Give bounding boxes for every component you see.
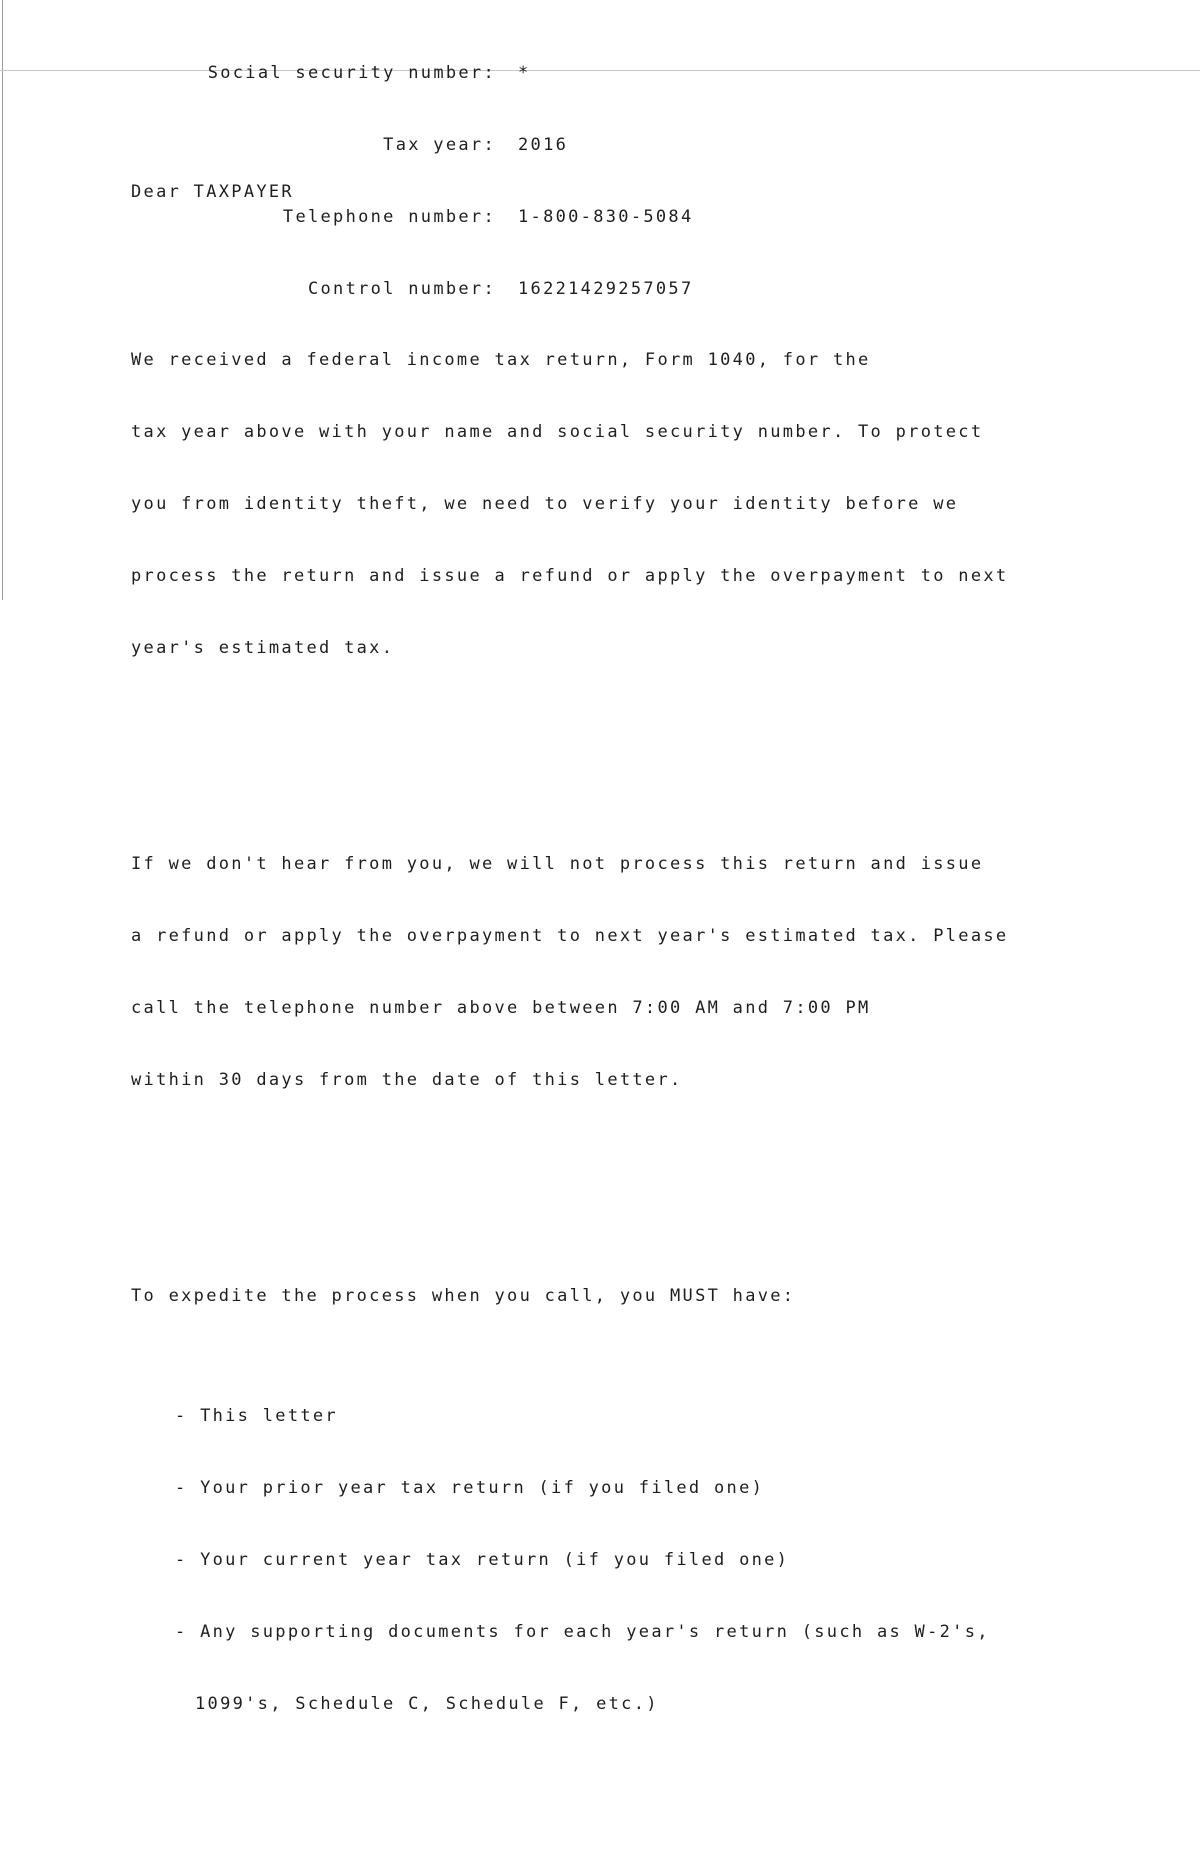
telephone-label: Telephone number: <box>282 207 496 227</box>
ssn-label: Social security number: <box>207 63 496 83</box>
list-intro: To expedite the process when you call, you MUST have: <box>131 1286 796 1306</box>
paragraph-line: process the return and issue a refund or apply the overpayment to next <box>131 566 1009 586</box>
paragraph-line: We received a federal income tax return, Form 1040, for the <box>131 350 871 370</box>
paragraph-line: call the telephone number above between 7:00 AM and 7:00 PM <box>131 998 871 1018</box>
paragraph-line: If we don't hear from you, we will not process this return and issue <box>131 854 984 874</box>
paragraph-verification <box>131 300 1191 708</box>
telephone-value: 1-800-830-5084 <box>518 207 694 227</box>
list-item: - Your prior year tax return (if you filed one) <box>175 1478 765 1498</box>
scan-edge-left <box>2 0 3 600</box>
letter-body <box>131 132 1191 1860</box>
paragraph-line: a refund or apply the overpayment to next year's estimated tax. Please <box>131 926 1009 946</box>
list-item: - Any supporting documents for each year's return (such as W-2's, <box>175 1622 990 1642</box>
list-item: - This letter <box>175 1406 338 1426</box>
paragraph-line: tax year above with your name and social security number. To protect <box>131 422 984 442</box>
list-item-continuation: 1099's, Schedule C, Schedule F, etc.) <box>195 1694 659 1714</box>
requirements-section <box>131 1236 1191 1812</box>
list-item: - Your current year tax return (if you filed one) <box>175 1550 790 1570</box>
tax-year-label: Tax year: <box>383 135 496 155</box>
control-number-label: Control number: <box>307 279 496 299</box>
paragraph-line: year's estimated tax. <box>131 638 395 658</box>
header-row-ssn <box>150 61 694 85</box>
paragraph-line: you from identity theft, we need to verify your identity before we <box>131 494 959 514</box>
control-number-value: 16221429257057 <box>518 279 694 299</box>
paragraph-line: within 30 days from the date of this letter. <box>131 1070 683 1090</box>
ssn-value: * <box>518 63 531 83</box>
salutation: Dear TAXPAYER <box>131 182 294 202</box>
requirements-list <box>131 1356 1191 1764</box>
tax-year-value: 2016 <box>518 135 569 155</box>
paragraph-contact <box>131 804 1191 1140</box>
